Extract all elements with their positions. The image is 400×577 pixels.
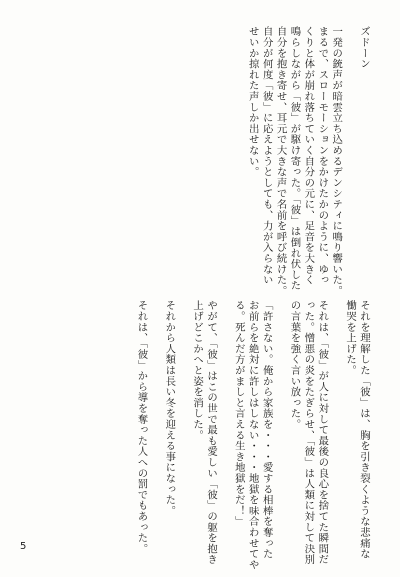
page-number: 5	[20, 541, 27, 552]
body-text-top: ズドーン 一発の銃声が暗雲立ち込めるデンシティに鳴り響いた。 まるで、スローモーションをかけたかのように、ゆっ くりと体が崩れ落ちていく自分の元に、足音を大きく 鳴らしながら「彼」が駆け寄った。「彼」は倒れ伏した 自分を抱き寄せ、耳元で大きな声で名前を呼び続けた。 自分が何度「彼」に応えようとしても、力が入らない せいか掠れた声しか出せない。	[246, 26, 370, 296]
body-text-bottom: それを理解した「彼」は、胸を引き裂くような悲痛な 慟哭を上げた。 それは、「彼」が人に対して最後の良心を捨てた瞬間だ った。憎悪の炎をたぎらせ、「彼」は人類に対して決別 の言葉を強く言い放った。 「許さない。俺から家族を・・・愛する相棒を奪った お前らを絶対に許しはしない・・・地獄を味合わせてや る。死んだ方がましと言える生き地獄をだ！」 やがて、「彼」はこの世で最も愛しい「彼」の躯を抱き 上げどこかへと姿を消した。 それから人類は長い冬を迎える事になった。 それは、「彼」から導を奪った人への罰でもあった。	[135, 300, 370, 570]
